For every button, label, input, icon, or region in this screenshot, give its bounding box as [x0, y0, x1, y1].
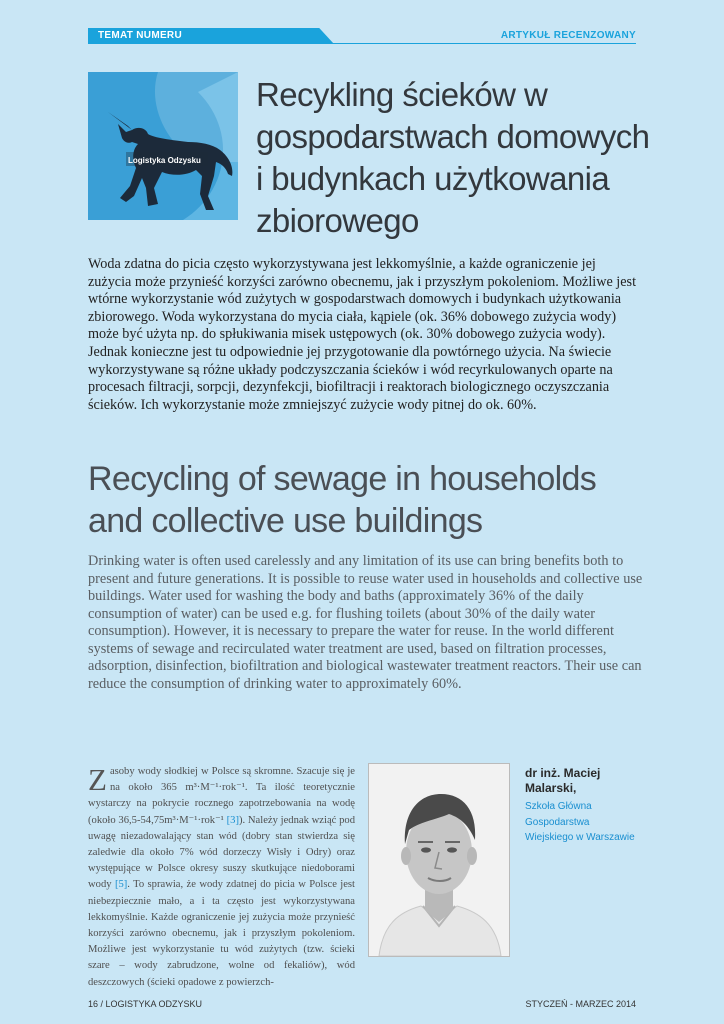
logo-brand-text: Logistyka Odzysku	[128, 156, 201, 165]
unicorn-logo-icon	[88, 72, 238, 220]
magazine-logo	[88, 72, 238, 220]
header-rule	[88, 43, 636, 44]
section-label: TEMAT NUMERU	[98, 30, 182, 41]
category-label: ARTYKUŁ RECENZOWANY	[500, 30, 636, 41]
article-title-en: Recycling of sewage in households and collective use buildings	[88, 460, 597, 540]
body-text	[88, 764, 355, 991]
body-part-1: asoby wody słodkiej w Polsce są skromne. Szacuje się je na około 365 m³·M⁻¹·rok⁻¹. Ta ilość teoretycznie wystarczy na pokrycie rocznego zapotrzebowania na wodę (około 36,5-54,75m³·M⁻¹·rok⁻¹	[88, 766, 355, 826]
footer-page-info: 16 / LOGISTYKA ODZYSKU	[88, 999, 203, 1009]
body-part-3: . To sprawia, że wody zdatnej do picia w Polsce jest niebezpiecznie mało, a i ta często jest wykorzystywana lekkomyślnie. Każde ograniczenie jej zużycia może przynieść korzyści zarówno obecnemu, jak i przyszłym pokoleniom. Możliwe jest wykorzystanie tu wód zużytych (tzw. ścieki szare – wody zabrudzone, wolne od fekaliów), wód deszczowych (ścieki opadowe z powierzch-	[88, 879, 355, 988]
author-box	[525, 766, 635, 846]
author-photo	[368, 763, 510, 957]
article-title-pl: Recykling ścieków w gospodarstwach domowych i budynkach użytkowania zbiorowego	[256, 76, 650, 239]
author-affiliation: Szkoła Główna Gospodarstwa Wiejskiego w Warszawie	[525, 801, 635, 843]
body-part-2: ). Należy jednak wziąć pod uwagę niezadowalający stan wód (dobry stan stwierdza się zaledwie dla około 7% wód dorzeczy Wisły i Odry) oraz występujące w Polsce okresy suszy skutkujące niedoborami wody	[88, 814, 355, 891]
reference-link-5[interactable]: [5]	[114, 879, 128, 891]
abstract-pl: Woda zdatna do picia często wykorzystywana jest lekkomyślnie, a każde ograniczenie jej zużycia może przynieść korzyści zarówno obecnemu, jak i przyszłym pokoleniom. Możliwe jest wtórne wykorzystanie wód zużytych w gospodarstwach domowych i budynkach użytkowania zbiorowego. Woda wykorzystana do mycia ciała, kąpiele (ok. 36% dobowego zużycia wody) może być użyta np. do spłukiwania misek ustępowych (ok. 30% dobowego zużycia wody). Jednak konieczne jest tu odpowiednie jej przygotowanie dla powtórnego użycia. Na świecie wykorzystywane są różne układy podczyszczania ścieków i wód recyrkulowanych oparte na procesach filtracji, sorpcji, dezynfekcji, biofiltracji i reaktorach biologicznego oczyszczania ścieków. Ich wykorzystanie może zmniejszyć zużycie wody pitnej do ok. 60%.	[88, 256, 637, 413]
author-portrait-icon	[369, 764, 509, 956]
section-header	[88, 28, 636, 44]
reference-link-3[interactable]: [3]	[226, 814, 239, 826]
drop-cap: Z	[88, 762, 107, 797]
author-name: dr inż. Maciej Malarski,	[525, 766, 601, 795]
footer-issue-date: STYCZEŃ - MARZEC 2014	[525, 999, 636, 1009]
abstract-en: Drinking water is often used carelessly and any limitation of its use can bring benefits both to present and future generations. It is possible to reuse water used in households and collective use buildings. Water used for washing the body and baths (approximately 36% of the daily consumption of water) can be used e.g. for flushing toilets (about 30% of the daily water consumption). However, it is necessary to prepare the water for reuse. In the world different systems of sewage and recirculated water treatment are used, based on filtration processes, adsorption, disinfection, biofiltration and biological wastewater treatment reactors. Their use can reduce the consumption of drinking water to approximately 60%.	[88, 553, 643, 692]
